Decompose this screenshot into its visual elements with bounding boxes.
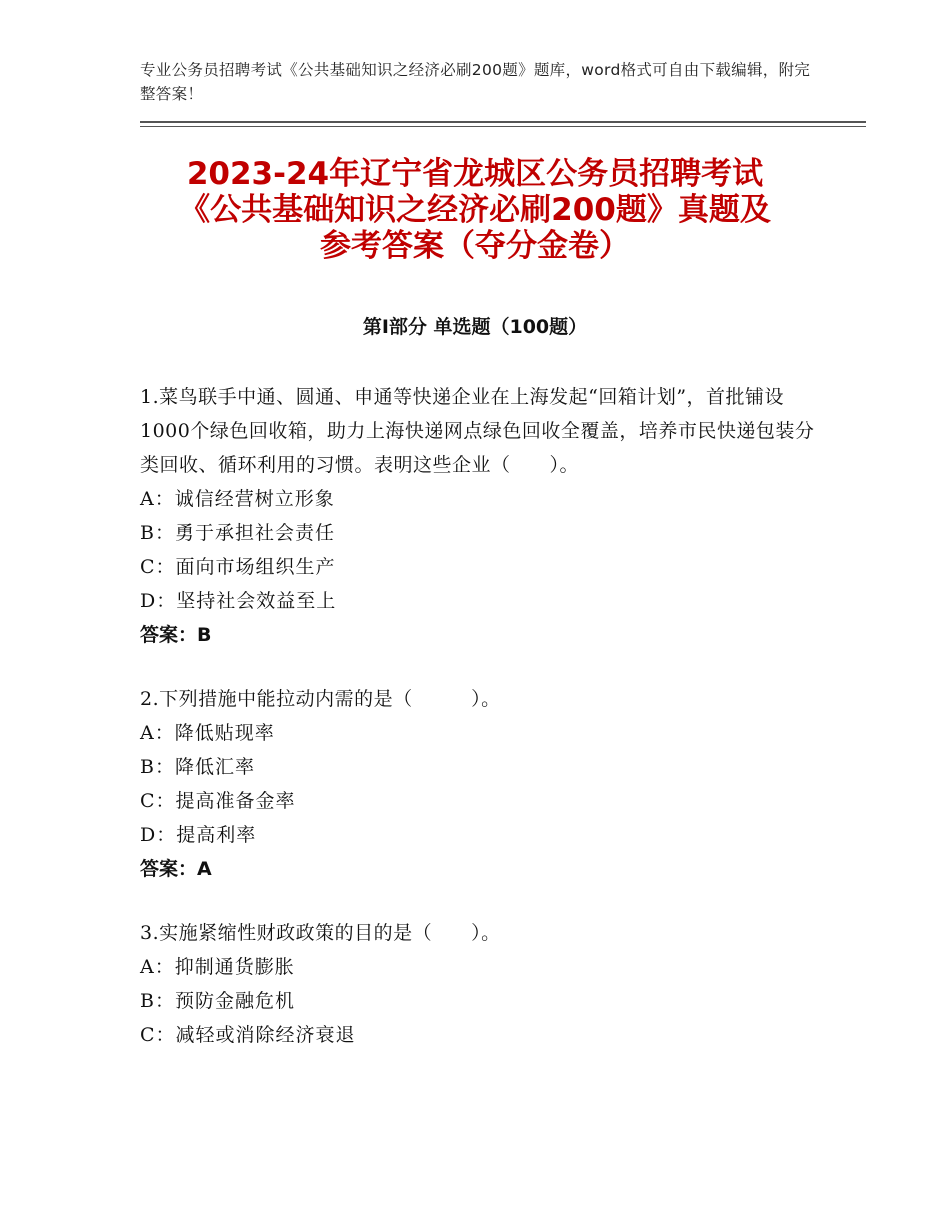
- option-list: [140, 950, 820, 1052]
- header-divider-thick: [140, 121, 866, 123]
- header-note: 专业公务员招聘考试《公共基础知识之经济必刷200题》题库，word格式可自由下载编辑，附完整答案！: [140, 61, 811, 103]
- option-c: C：减轻或消除经济衰退: [140, 1024, 356, 1046]
- document-title: [120, 156, 830, 264]
- question-1: [140, 380, 820, 652]
- option-c: C：提高准备金率: [140, 790, 296, 812]
- section-heading: 第Ⅰ部分 单选题（100题）: [362, 316, 588, 338]
- title-line-3: 参考答案（夺分金卷）: [320, 228, 630, 264]
- question-2: [140, 682, 820, 886]
- option-b: B：勇于承担社会责任: [140, 522, 335, 544]
- question-3: [140, 916, 820, 1052]
- question-list: [140, 380, 820, 1082]
- option-list: [140, 716, 820, 852]
- option-a: A：降低贴现率: [140, 722, 275, 744]
- option-b: B：降低汇率: [140, 756, 255, 778]
- question-stem: 2.下列措施中能拉动内需的是（ ）。: [140, 688, 501, 710]
- option-d: D：提高利率: [140, 824, 257, 846]
- option-c: C：面向市场组织生产: [140, 556, 336, 578]
- title-line-2: 《公共基础知识之经济必刷200题》真题及: [179, 192, 771, 228]
- answer-line: 答案：A: [140, 858, 212, 880]
- option-list: [140, 482, 820, 618]
- option-d: D：坚持社会效益至上: [140, 590, 337, 612]
- title-line-1: 2023-24年辽宁省龙城区公务员招聘考试: [186, 156, 764, 192]
- question-stem: 3.实施紧缩性财政政策的目的是（ ）。: [140, 922, 501, 944]
- option-a: A：诚信经营树立形象: [140, 488, 335, 510]
- question-stem: 1.菜鸟联手中通、圆通、申通等快递企业在上海发起“回箱计划”，首批铺设1000个绿色回收箱，助力上海快递网点绿色回收全覆盖，培养市民快递包装分类回收、循环利用的习惯。表明这些企业（ ）。: [140, 386, 815, 476]
- header-divider-thin: [140, 126, 866, 127]
- answer-line: 答案：B: [140, 624, 212, 646]
- option-a: A：抑制通货膨胀: [140, 956, 295, 978]
- option-b: B：预防金融危机: [140, 990, 295, 1012]
